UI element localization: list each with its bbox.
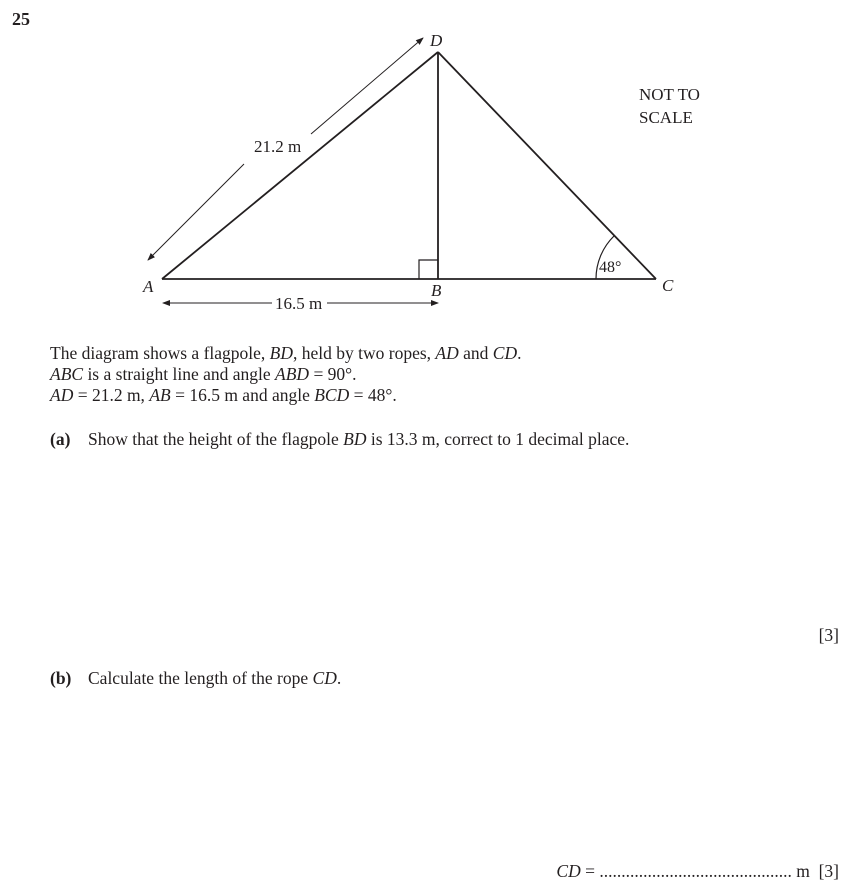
- point-label-c: C: [662, 276, 674, 295]
- intro-line-1: The diagram shows a flagpole, BD, held by two ropes, AD and CD.: [50, 343, 522, 363]
- point-label-b: B: [431, 281, 442, 300]
- part-a-marks: [3]: [818, 625, 839, 645]
- dimension-arrow-ad: [148, 164, 244, 260]
- dimension-arrow-ad-2: [311, 38, 423, 134]
- part-b-marks: [3]: [818, 861, 839, 881]
- answer-space[interactable]: ............................................: [599, 861, 792, 881]
- rope-ad: [162, 52, 438, 279]
- length-label-ab: 16.5 m: [275, 294, 323, 313]
- not-to-scale-line2: SCALE: [639, 108, 693, 127]
- right-angle-marker: [419, 260, 438, 279]
- question-intro: [50, 343, 521, 406]
- part-b-text: Calculate the length of the rope CD.: [88, 668, 342, 688]
- not-to-scale-line1: NOT TO: [639, 85, 700, 104]
- question-number: 25: [12, 9, 30, 29]
- part-a-text: Show that the height of the flagpole BD is 13.3 m, correct to 1 decimal place.: [88, 429, 630, 449]
- rope-cd: [438, 52, 656, 279]
- flagpole-diagram: [0, 0, 853, 330]
- angle-label-c: 48°: [599, 259, 622, 276]
- intro-line-3: AD = 21.2 m, AB = 16.5 m and angle BCD = 48°.: [50, 385, 397, 405]
- part-a-label: (a): [50, 429, 71, 449]
- length-label-ad: 21.2 m: [254, 137, 302, 156]
- part-a: [50, 429, 629, 450]
- intro-line-2: ABC is a straight line and angle ABD = 90°.: [50, 364, 357, 384]
- part-b-label: (b): [50, 668, 72, 688]
- part-b: [50, 668, 341, 689]
- point-label-a: A: [143, 277, 154, 296]
- part-b-answer-line: CD = ............................................ m [3]: [556, 861, 839, 881]
- answer-label: CD: [556, 861, 581, 881]
- point-label-d: D: [430, 31, 443, 50]
